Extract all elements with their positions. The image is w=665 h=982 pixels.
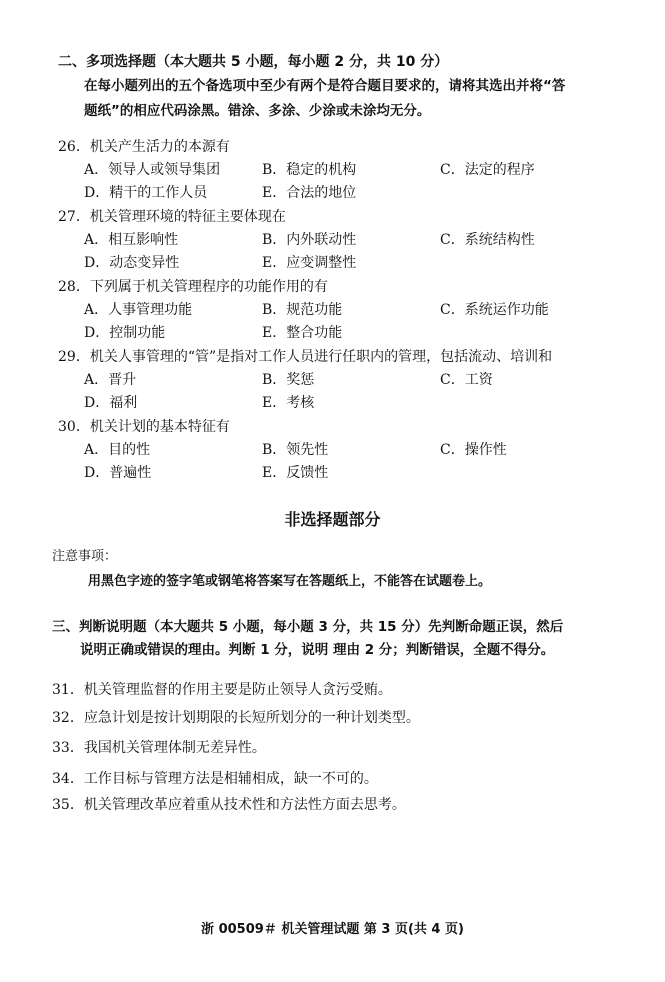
question-27-option-a: A．相互影响性 xyxy=(84,232,179,248)
question-30-option-d: D．普遍性 xyxy=(84,465,152,481)
question-28-option-a: A．人事管理功能 xyxy=(84,302,193,318)
question-26-option-d: D．精干的工作人员 xyxy=(84,185,208,201)
question-28-option-d: D．控制功能 xyxy=(84,325,166,341)
question-30-option-b: B．领先性 xyxy=(262,442,329,458)
section3-heading-line1: 三、判断说明题（本大题共 5 小题，每小题 3 分，共 15 分）先判断命题正误，然后 xyxy=(52,619,564,635)
question-29-option-e: E．考核 xyxy=(262,395,315,411)
page-footer: 浙 00509＃ 机关管理试题 第 3 页(共 4 页) xyxy=(201,922,464,937)
question-27-option-c: C．系统结构性 xyxy=(440,232,535,248)
section3-heading-line2: 说明正确或错误的理由。判断 1 分，说明 理由 2 分；判断错误，全题不得分。 xyxy=(80,642,555,658)
question-26-option-e: E．合法的地位 xyxy=(262,185,357,201)
question-28-option-c: C．系统运作功能 xyxy=(440,302,549,318)
question-26-option-a: A．领导人或领导集团 xyxy=(84,162,221,178)
question-30-option-c: C．操作性 xyxy=(440,442,507,458)
judgment-32: 32．应急计划是按计划期限的长短所划分的一种计划类型。 xyxy=(52,710,420,726)
question-28-stem: 28．下列属于机关管理程序的功能作用的有 xyxy=(58,279,328,295)
question-29-option-b: B．奖惩 xyxy=(262,372,315,388)
question-30-option-a: A．目的性 xyxy=(84,442,151,458)
question-26-option-b: B．稳定的机构 xyxy=(262,162,357,178)
nonchoice-title: 非选择题部分 xyxy=(284,510,381,529)
question-26-option-c: C．法定的程序 xyxy=(440,162,535,178)
question-30-stem: 30．机关计划的基本特征有 xyxy=(58,419,230,435)
question-26-stem: 26．机关产生活力的本源有 xyxy=(58,139,230,155)
judgment-35: 35．机关管理改革应着重从技术性和方法性方面去思考。 xyxy=(52,797,406,813)
question-29-option-a: A．晋升 xyxy=(84,372,137,388)
question-29-stem: 29．机关人事管理的“管”是指对工作人员进行任职内的管理，包括流动、培训和 xyxy=(58,349,553,365)
question-29-option-c: C．工资 xyxy=(440,372,493,388)
question-27-option-d: D．动态变异性 xyxy=(84,255,180,271)
question-27-stem: 27．机关管理环境的特征主要体现在 xyxy=(58,209,286,225)
notice-text: 用黑色字迹的签字笔或钢笔将答案写在答题纸上，不能答在试题卷上。 xyxy=(88,574,492,589)
section2-instruction-line2: 题纸”的相应代码涂黑。错涂、多涂、少涂或未涂均无分。 xyxy=(84,103,431,119)
judgment-34: 34．工作目标与管理方法是相辅相成，缺一不可的。 xyxy=(52,771,378,787)
question-28-option-e: E．整合功能 xyxy=(262,325,343,341)
question-30-option-e: E．反馈性 xyxy=(262,465,329,481)
notice-label: 注意事项： xyxy=(52,549,118,564)
judgment-31: 31．机关管理监督的作用主要是防止领导人贪污受贿。 xyxy=(52,682,392,698)
section2-instruction-line1: 在每小题列出的五个备选项中至少有两个是符合题目要求的，请将其选出并将“答 xyxy=(84,78,566,94)
question-29-option-d: D．福利 xyxy=(84,395,138,411)
question-28-option-b: B．规范功能 xyxy=(262,302,343,318)
judgment-33: 33．我国机关管理体制无差异性。 xyxy=(52,740,266,756)
section2-heading: 二、多项选择题（本大题共 5 小题，每小题 2 分，共 10 分） xyxy=(58,54,449,70)
question-27-option-b: B．内外联动性 xyxy=(262,232,357,248)
question-27-option-e: E．应变调整性 xyxy=(262,255,357,271)
